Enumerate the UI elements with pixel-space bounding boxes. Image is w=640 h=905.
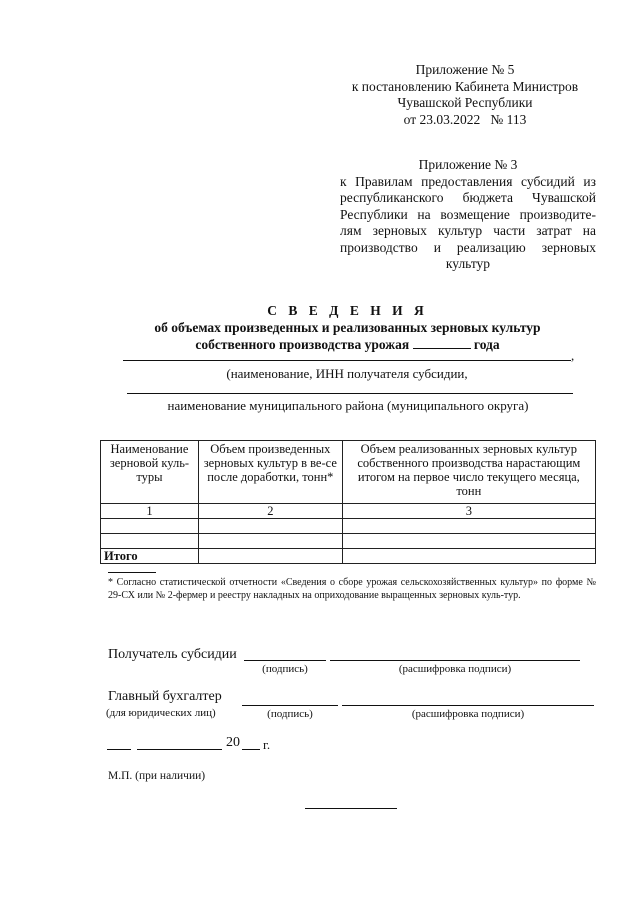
title-line3-suffix: года <box>473 337 500 352</box>
accountant-name-decoding-line[interactable] <box>342 705 594 706</box>
bottom-separator-line <box>305 808 397 809</box>
appendix-5-title: Приложение № 5 <box>415 62 515 77</box>
table-cell[interactable] <box>101 534 199 549</box>
accountant-rasshifrovka-caption: (расшифровка подписи) <box>411 708 525 720</box>
date-year-prefix: 20 <box>226 735 240 750</box>
appendix-3-line5: лям зерновых культур части затрат на <box>340 223 596 238</box>
title-line2: об объемах произведенных и реализованных зерновых культур <box>154 320 541 335</box>
data-table <box>100 440 596 564</box>
recipient-comma: , <box>571 348 575 363</box>
recipient-signature-label: Получатель субсидии <box>108 647 237 662</box>
recipient-podpis-caption: (подпись) <box>262 663 308 675</box>
accountant-signature-line[interactable] <box>242 705 338 706</box>
title-heading: С В Е Д Е Н И Я <box>267 303 428 318</box>
appendix-3-line3: республиканского бюджета Чувашской <box>340 190 596 205</box>
col-number-3: 3 <box>342 504 595 519</box>
stamp-label: М.П. (при наличии) <box>108 770 206 782</box>
recipient-rasshifrovka-caption: (расшифровка подписи) <box>398 663 512 675</box>
total-label: Итого <box>101 549 199 564</box>
table-row <box>101 519 596 534</box>
footnote: * Согласно статистической отчетности «Сведения о сборе урожая сельскохозяйственных культур» по форме № 29-СХ или № 2-фермер и реестру накладных на оприходование выращенных зерновых куль-тур. <box>108 577 596 601</box>
appendix-5-line3: Чувашской Республики <box>397 95 533 110</box>
appendix-3-line7: культур <box>445 256 491 271</box>
title-line3 <box>100 336 595 353</box>
date-year-line[interactable] <box>242 749 260 750</box>
recipient-name-line[interactable] <box>123 360 571 361</box>
title-line3-prefix: собственного производства урожая <box>195 337 410 352</box>
table-cell[interactable] <box>101 519 199 534</box>
appendix-3-line6: производство и реализацию зерновых <box>340 239 596 255</box>
appendix-3-block <box>340 157 596 273</box>
total-produced-cell[interactable] <box>198 549 342 564</box>
header-sold-volume: Объем реализованных зерновых культур собственного производства нарастающим итогом на первое число текущего месяца, тонн <box>342 441 595 504</box>
recipient-caption: (наименование, ИНН получателя субсидии, <box>226 366 468 381</box>
table-cell[interactable] <box>198 534 342 549</box>
document-title <box>100 302 595 353</box>
table-header-row <box>101 441 596 504</box>
district-name-line[interactable] <box>127 393 573 394</box>
legal-entities-note: (для юридических лиц) <box>106 707 216 719</box>
accountant-signature-label: Главный бухгалтер <box>108 689 222 704</box>
recipient-name-decoding-line[interactable] <box>330 660 580 661</box>
appendix-3-line4: Республики на возмещение производите- <box>340 206 596 222</box>
appendix-3-title: Приложение № 3 <box>418 157 518 172</box>
table-cell[interactable] <box>198 519 342 534</box>
harvest-year-field[interactable] <box>413 336 471 349</box>
date-g: г. <box>263 737 271 752</box>
appendix-5-line2: к постановлению Кабинета Министров <box>351 78 579 94</box>
accountant-podpis-caption: (подпись) <box>267 708 313 720</box>
district-caption: наименование муниципального района (муниципального округа) <box>167 398 529 413</box>
header-crop-name: Наименование зерновой куль-туры <box>101 441 199 504</box>
table-row <box>101 534 596 549</box>
table-total-row <box>101 549 596 564</box>
footnote-separator <box>108 572 156 573</box>
header-produced-volume: Объем произведенных зерновых культур в ве-се после доработки, тонн* <box>198 441 342 504</box>
appendix-5-block <box>345 62 585 128</box>
col-number-1: 1 <box>101 504 199 519</box>
date-month-line[interactable] <box>137 749 222 750</box>
total-sold-cell[interactable] <box>342 549 595 564</box>
col-number-2: 2 <box>198 504 342 519</box>
recipient-signature-line[interactable] <box>244 660 326 661</box>
table-cell[interactable] <box>342 534 595 549</box>
table-cell[interactable] <box>342 519 595 534</box>
appendix-5-date: от 23.03.2022 № 113 <box>403 111 527 127</box>
table-number-row <box>101 504 596 519</box>
date-day-line[interactable] <box>107 749 131 750</box>
appendix-3-line2: к Правилам предоставления субсидий из <box>340 173 596 189</box>
